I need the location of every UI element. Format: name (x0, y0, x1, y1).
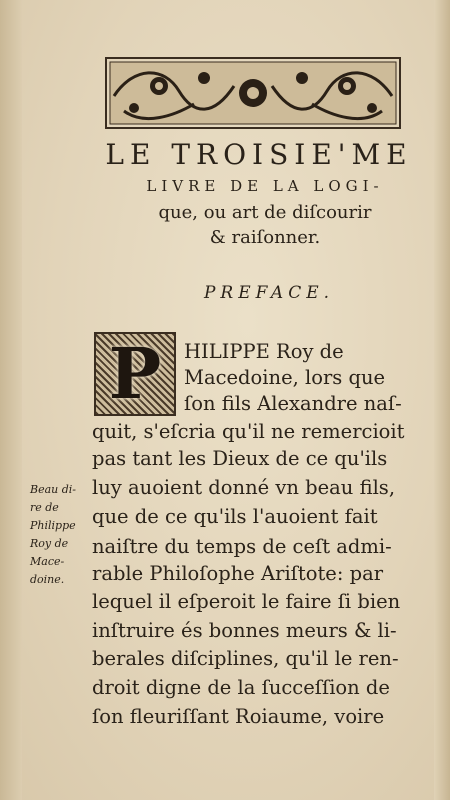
margin-note-line: doine. (30, 573, 65, 586)
margin-note-line: re de (30, 501, 59, 514)
book-title-line-2: LIVRE DE LA LOGI- (146, 177, 384, 195)
margin-note (30, 481, 90, 589)
decorated-initial (94, 332, 176, 416)
body-line: quit, s'eſcria qu'il ne remercioit (92, 420, 405, 443)
book-title-line-3: que, ou art de diſcourir (158, 202, 372, 223)
body-line: ſon fleuriſſant Roiaume, voire (92, 705, 385, 728)
body-line: rable Philoſophe Ariſtote: par (92, 562, 384, 585)
body-line: Macedoine, lors que (184, 366, 386, 389)
floral-headpiece-ornament (104, 56, 402, 130)
body-line: HILIPPE Roy de (184, 340, 344, 363)
margin-note-line: Roy de (30, 537, 69, 550)
body-line: lequel il eſperoit le faire ſi bien (92, 590, 401, 613)
page-gutter-left (0, 0, 22, 800)
book-title-line-4: & raiſonner. (209, 227, 321, 248)
page-edge-right (434, 0, 450, 800)
margin-note-line: Mace- (30, 555, 65, 568)
initial-letter: P (108, 332, 162, 415)
margin-note-line: Beau di- (30, 483, 77, 496)
body-line: que de ce qu'ils l'auoient fait (92, 505, 378, 528)
section-heading: PREFACE. (203, 283, 335, 303)
body-line: inſtruire és bonnes meurs & li- (92, 619, 397, 642)
body-line: berales diſciplines, qu'il le ren- (92, 647, 399, 670)
book-title-line-1: LE TROISIE'ME (105, 138, 413, 171)
body-line: naiſtre du temps de ceſt admi- (92, 535, 392, 558)
body-line: ſon fils Alexandre naſ- (184, 392, 402, 415)
margin-note-line: Philippe (30, 519, 76, 532)
body-line: luy auoient donné vn beau fils, (92, 476, 396, 499)
body-line: pas tant les Dieux de ce qu'ils (92, 447, 388, 470)
body-line: droit digne de la ſucceſſion de (92, 676, 390, 699)
